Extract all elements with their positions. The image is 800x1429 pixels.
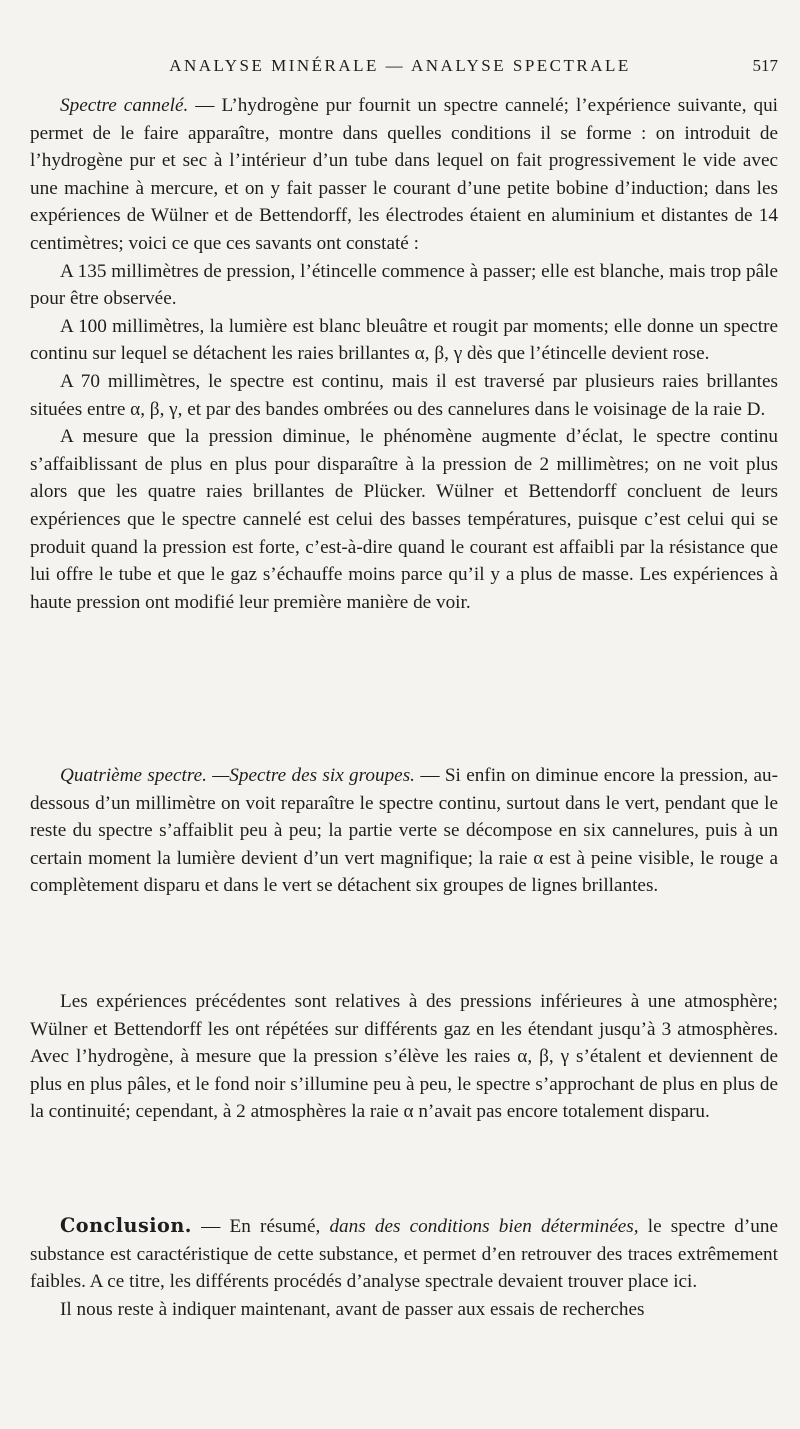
paragraph-100mm: A 100 millimètres, la lumière est blanc bleuâtre et rougit par moments; elle donne un spectre continu sur lequel se détachent les raies brillantes α, β, γ dès que l’étincelle devient rose.	[30, 315, 778, 365]
paragraph-conclusion	[30, 1212, 778, 1296]
section-conclusion	[30, 1212, 778, 1323]
section-hautes-pressions	[30, 988, 778, 1126]
paragraph-text: — L’hydrogène pur fournit un spectre cannelé; l’expérience suivante, qui permet de le faire apparaître, montre dans quelles conditions il se forme : on introduit de l’hydrogène pur et sec à l’intérieur d’un tube dans lequel on fait progressivement le vide avec une machine à mercure, et on y fait passer le courant d’une petite bobine d’induction; dans les expériences de Wülner et de Bettendorff, les électrodes étaient en aluminium et distantes de 14 centimètres; voici ce que ces savants ont constaté :	[30, 95, 778, 254]
paragraph-text: — En résumé,	[191, 1216, 330, 1237]
paragraph-lead: Quatrième spectre. —Spectre des six groupes.	[60, 765, 415, 786]
paragraph-text: le spectre d’une substance est caractéristique de cette substance, et permet d’en retrouver des traces extrêmement faibles. A ce titre, les différents procédés d’analyse spectrale devaient trouver place ici.	[30, 1216, 778, 1293]
paragraph-lead: Spectre cannelé.	[60, 95, 189, 116]
section-spectre-cannele	[30, 92, 778, 616]
paragraph-70mm: A 70 millimètres, le spectre est continu, mais il est traversé par plusieurs raies brillantes situées entre α, β, γ, et par des bandes ombrées ou des cannelures dans le voisinage de la raie D.	[30, 370, 778, 420]
conclusion-heading: Conclusion.	[60, 1214, 192, 1237]
page-number: 517	[752, 56, 778, 75]
paragraph-spectre-cannele	[30, 92, 778, 258]
running-title: ANALYSE MINÉRALE — ANALYSE SPECTRALE	[169, 56, 631, 75]
paragraph-pression-diminue: A mesure que la pression diminue, le phénomène augmente d’éclat, le spectre continu s’affaiblissant de plus en plus pour disparaître à la pression de 2 millimètres; on ne voit plus alors que les quatre raies brillantes de Plücker. Wülner et Bettendorff concluent de leurs expériences que le spectre cannelé est celui des basses températures, puisque c’est celui qui se produit quand la pression est forte, c’est-à-dire quand le courant est affaibli par la résistance que lui offre le tube et que le gaz s’échauffe moins parce qu’il y a plus de masse. Les expériences à haute pression ont modifié leur première manière de voir.	[30, 426, 778, 613]
paragraph-hautes-pressions: Les expériences précédentes sont relatives à des pressions inférieures à une atmosphère; Wülner et Bettendorff les ont répétées sur différents gaz en les étendant jusqu’à 3 atmosphères. Avec l’hydrogène, à mesure que la pression s’élève les raies α, β, γ s’étalent et deviennent de plus en plus pâles, et le fond noir s’illumine peu à peu, le spectre s’approchant de plus en plus de la continuité; cependant, à 2 atmosphères la raie α n’avait pas encore totalement disparu.	[30, 991, 778, 1123]
paragraph-final: Il nous reste à indiquer maintenant, avant de passer aux essais de recherches	[60, 1298, 645, 1320]
paragraph-emphasis: dans des conditions bien déterminées,	[329, 1216, 639, 1237]
section-quatrieme-spectre	[30, 762, 778, 900]
paragraph-135mm: A 135 millimètres de pression, l’étincelle commence à passer; elle est blanche, mais trop pâle pour être observée.	[30, 260, 778, 310]
paragraph-text: — Si enfin on diminue encore la pression, au-dessous d’un millimètre on voit reparaître le spectre continu, surtout dans le vert, pendant que le reste du spectre s’affaiblit peu à peu; la partie verte se décompose en six cannelures, puis à un certain moment la lumière devient d’un vert magnifique; la raie α est à peine visible, le rouge a complètement disparu et dans le vert se détachent six groupes de lignes brillantes.	[30, 765, 778, 897]
running-header	[0, 56, 800, 82]
paragraph-quatrieme-spectre	[30, 762, 778, 900]
